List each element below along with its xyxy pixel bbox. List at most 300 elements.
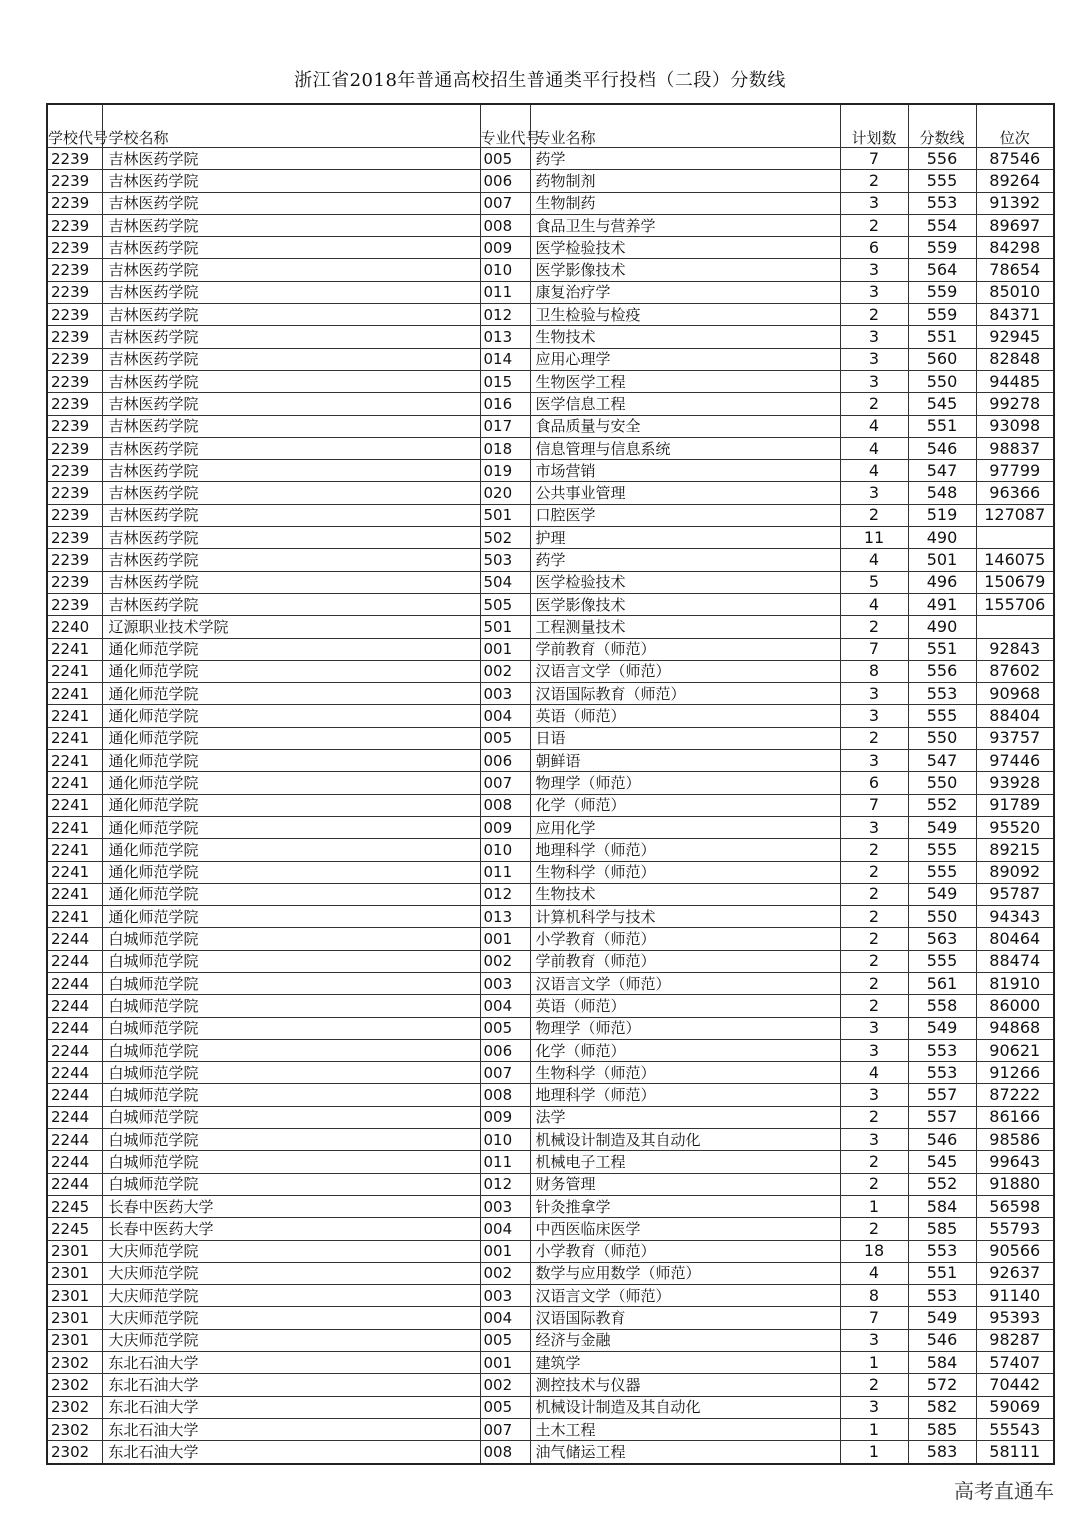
cell-major-name: 生物技术 xyxy=(530,326,840,348)
cell-plan: 3 xyxy=(840,326,908,348)
cell-score: 546 xyxy=(908,1329,976,1351)
cell-major-name: 机械电子工程 xyxy=(530,1151,840,1173)
cell-school-name: 通化师范学院 xyxy=(102,750,480,772)
cell-major-code: 501 xyxy=(480,616,530,638)
cell-plan: 2 xyxy=(840,170,908,192)
cell-rank: 94868 xyxy=(976,1017,1054,1039)
header-school-code: 学校代号 xyxy=(47,104,102,148)
cell-plan: 3 xyxy=(840,259,908,281)
cell-plan: 18 xyxy=(840,1240,908,1262)
cell-rank: 88474 xyxy=(976,950,1054,972)
cell-major-name: 汉语言文学（师范） xyxy=(530,660,840,682)
cell-plan: 3 xyxy=(840,370,908,392)
cell-plan: 7 xyxy=(840,794,908,816)
cell-rank xyxy=(976,616,1054,638)
cell-rank: 90566 xyxy=(976,1240,1054,1262)
cell-major-name: 医学影像技术 xyxy=(530,593,840,615)
cell-major-name: 市场营销 xyxy=(530,460,840,482)
cell-school-name: 吉林医药学院 xyxy=(102,192,480,214)
cell-score: 560 xyxy=(908,348,976,370)
cell-school-code: 2302 xyxy=(47,1352,102,1374)
cell-school-code: 2239 xyxy=(47,148,102,170)
cell-school-code: 2241 xyxy=(47,750,102,772)
table-row xyxy=(47,348,1054,370)
cell-plan: 2 xyxy=(840,861,908,883)
cell-major-code: 010 xyxy=(480,839,530,861)
page-title: 浙江省2018年普通高校招生普通类平行投档（二段）分数线 xyxy=(294,70,786,91)
cell-major-name: 工程测量技术 xyxy=(530,616,840,638)
cell-school-code: 2239 xyxy=(47,348,102,370)
cell-school-code: 2239 xyxy=(47,192,102,214)
table-row xyxy=(47,393,1054,415)
cell-school-code: 2239 xyxy=(47,593,102,615)
cell-major-name: 地理科学（师范） xyxy=(530,1084,840,1106)
cell-rank: 155706 xyxy=(976,593,1054,615)
cell-score: 549 xyxy=(908,816,976,838)
cell-major-name: 物理学（师范） xyxy=(530,772,840,794)
cell-rank: 86166 xyxy=(976,1106,1054,1128)
cell-score: 554 xyxy=(908,214,976,236)
cell-major-name: 机械设计制造及其自动化 xyxy=(530,1396,840,1418)
table-row xyxy=(47,1418,1054,1440)
cell-school-code: 2239 xyxy=(47,482,102,504)
cell-plan: 2 xyxy=(840,1218,908,1240)
cell-plan: 5 xyxy=(840,571,908,593)
cell-score: 551 xyxy=(908,326,976,348)
cell-plan: 4 xyxy=(840,415,908,437)
cell-rank: 84298 xyxy=(976,237,1054,259)
cell-rank: 80464 xyxy=(976,928,1054,950)
cell-school-name: 通化师范学院 xyxy=(102,839,480,861)
cell-school-code: 2302 xyxy=(47,1418,102,1440)
cell-rank: 97799 xyxy=(976,460,1054,482)
cell-school-code: 2239 xyxy=(47,259,102,281)
cell-major-code: 019 xyxy=(480,460,530,482)
table-row xyxy=(47,304,1054,326)
cell-major-name: 康复治疗学 xyxy=(530,281,840,303)
cell-school-code: 2241 xyxy=(47,683,102,705)
cell-school-name: 白城师范学院 xyxy=(102,1173,480,1195)
cell-school-name: 通化师范学院 xyxy=(102,660,480,682)
table-row xyxy=(47,772,1054,794)
cell-major-name: 汉语言文学（师范） xyxy=(530,1285,840,1307)
cell-plan: 8 xyxy=(840,1285,908,1307)
cell-school-name: 吉林医药学院 xyxy=(102,326,480,348)
cell-school-name: 白城师范学院 xyxy=(102,1039,480,1061)
cell-rank: 96366 xyxy=(976,482,1054,504)
cell-major-name: 口腔医学 xyxy=(530,504,840,526)
cell-score: 549 xyxy=(908,883,976,905)
cell-school-name: 吉林医药学院 xyxy=(102,504,480,526)
cell-major-code: 002 xyxy=(480,950,530,972)
cell-school-code: 2239 xyxy=(47,571,102,593)
cell-plan: 7 xyxy=(840,638,908,660)
table-row xyxy=(47,192,1054,214)
cell-rank: 57407 xyxy=(976,1352,1054,1374)
table-row xyxy=(47,1195,1054,1217)
cell-major-name: 土木工程 xyxy=(530,1418,840,1440)
cell-score: 547 xyxy=(908,750,976,772)
cell-school-code: 2241 xyxy=(47,794,102,816)
cell-school-name: 通化师范学院 xyxy=(102,883,480,905)
table-row xyxy=(47,1106,1054,1128)
cell-major-name: 应用化学 xyxy=(530,816,840,838)
cell-plan: 4 xyxy=(840,437,908,459)
cell-rank: 93757 xyxy=(976,727,1054,749)
cell-school-name: 白城师范学院 xyxy=(102,928,480,950)
cell-score: 551 xyxy=(908,638,976,660)
cell-major-name: 护理 xyxy=(530,527,840,549)
table-row xyxy=(47,906,1054,928)
cell-school-code: 2239 xyxy=(47,393,102,415)
cell-plan: 2 xyxy=(840,995,908,1017)
cell-rank: 88404 xyxy=(976,705,1054,727)
cell-plan: 2 xyxy=(840,504,908,526)
cell-plan: 4 xyxy=(840,1062,908,1084)
cell-rank: 90968 xyxy=(976,683,1054,705)
cell-plan: 1 xyxy=(840,1195,908,1217)
cell-major-name: 计算机科学与技术 xyxy=(530,906,840,928)
cell-rank: 97446 xyxy=(976,750,1054,772)
cell-major-code: 003 xyxy=(480,1195,530,1217)
cell-school-name: 东北石油大学 xyxy=(102,1441,480,1464)
cell-school-name: 吉林医药学院 xyxy=(102,482,480,504)
cell-school-code: 2244 xyxy=(47,928,102,950)
cell-school-code: 2240 xyxy=(47,616,102,638)
cell-school-name: 吉林医药学院 xyxy=(102,527,480,549)
cell-school-name: 东北石油大学 xyxy=(102,1418,480,1440)
table-row xyxy=(47,1329,1054,1351)
cell-plan: 2 xyxy=(840,214,908,236)
cell-school-code: 2239 xyxy=(47,326,102,348)
table-row xyxy=(47,727,1054,749)
table-row xyxy=(47,1039,1054,1061)
cell-score: 550 xyxy=(908,906,976,928)
cell-school-name: 吉林医药学院 xyxy=(102,460,480,482)
cell-score: 583 xyxy=(908,1441,976,1464)
cell-score: 546 xyxy=(908,1129,976,1151)
cell-school-name: 吉林医药学院 xyxy=(102,437,480,459)
cell-score: 555 xyxy=(908,950,976,972)
table-row xyxy=(47,482,1054,504)
cell-score: 561 xyxy=(908,972,976,994)
cell-score: 501 xyxy=(908,549,976,571)
cell-plan: 3 xyxy=(840,348,908,370)
cell-school-name: 辽源职业技术学院 xyxy=(102,616,480,638)
cell-score: 582 xyxy=(908,1396,976,1418)
cell-rank: 93928 xyxy=(976,772,1054,794)
cell-major-name: 生物技术 xyxy=(530,883,840,905)
table-header-row xyxy=(47,104,1054,148)
cell-major-code: 013 xyxy=(480,906,530,928)
cell-plan: 3 xyxy=(840,1017,908,1039)
cell-major-code: 007 xyxy=(480,192,530,214)
cell-major-name: 药学 xyxy=(530,148,840,170)
cell-plan: 8 xyxy=(840,660,908,682)
cell-school-name: 吉林医药学院 xyxy=(102,415,480,437)
cell-school-name: 通化师范学院 xyxy=(102,727,480,749)
cell-rank: 92843 xyxy=(976,638,1054,660)
cell-rank: 82848 xyxy=(976,348,1054,370)
cell-rank: 95787 xyxy=(976,883,1054,905)
cell-major-code: 005 xyxy=(480,1329,530,1351)
table-row xyxy=(47,1129,1054,1151)
cell-major-code: 501 xyxy=(480,504,530,526)
score-table xyxy=(46,103,1055,1465)
cell-major-name: 汉语国际教育 xyxy=(530,1307,840,1329)
cell-score: 545 xyxy=(908,1151,976,1173)
cell-school-name: 白城师范学院 xyxy=(102,972,480,994)
cell-score: 564 xyxy=(908,259,976,281)
cell-rank: 70442 xyxy=(976,1374,1054,1396)
cell-school-name: 吉林医药学院 xyxy=(102,237,480,259)
cell-school-code: 2302 xyxy=(47,1441,102,1464)
cell-rank: 55543 xyxy=(976,1418,1054,1440)
cell-rank: 90621 xyxy=(976,1039,1054,1061)
cell-major-name: 中西医临床医学 xyxy=(530,1218,840,1240)
cell-major-name: 小学教育（师范） xyxy=(530,1240,840,1262)
cell-school-name: 东北石油大学 xyxy=(102,1396,480,1418)
cell-rank: 93098 xyxy=(976,415,1054,437)
cell-plan: 3 xyxy=(840,816,908,838)
table-row xyxy=(47,571,1054,593)
cell-score: 555 xyxy=(908,170,976,192)
cell-score: 584 xyxy=(908,1195,976,1217)
cell-school-name: 吉林医药学院 xyxy=(102,148,480,170)
cell-rank: 99643 xyxy=(976,1151,1054,1173)
table-body xyxy=(47,148,1054,1464)
header-major-code: 专业代号 xyxy=(480,104,530,148)
cell-score: 553 xyxy=(908,192,976,214)
cell-school-code: 2239 xyxy=(47,281,102,303)
table-row xyxy=(47,816,1054,838)
cell-school-name: 东北石油大学 xyxy=(102,1374,480,1396)
cell-score: 557 xyxy=(908,1084,976,1106)
cell-major-name: 医学影像技术 xyxy=(530,259,840,281)
table-row xyxy=(47,259,1054,281)
table-row xyxy=(47,1062,1054,1084)
cell-major-name: 测控技术与仪器 xyxy=(530,1374,840,1396)
cell-school-code: 2241 xyxy=(47,660,102,682)
cell-school-code: 2241 xyxy=(47,839,102,861)
cell-rank: 127087 xyxy=(976,504,1054,526)
cell-major-code: 018 xyxy=(480,437,530,459)
cell-major-code: 010 xyxy=(480,1129,530,1151)
cell-major-code: 010 xyxy=(480,259,530,281)
cell-score: 550 xyxy=(908,370,976,392)
cell-score: 553 xyxy=(908,1285,976,1307)
cell-school-name: 通化师范学院 xyxy=(102,683,480,705)
cell-school-name: 大庆师范学院 xyxy=(102,1329,480,1351)
cell-score: 551 xyxy=(908,1262,976,1284)
cell-plan: 2 xyxy=(840,616,908,638)
cell-school-name: 吉林医药学院 xyxy=(102,549,480,571)
table-row xyxy=(47,460,1054,482)
cell-school-code: 2244 xyxy=(47,1062,102,1084)
cell-major-code: 005 xyxy=(480,148,530,170)
cell-school-name: 长春中医药大学 xyxy=(102,1218,480,1240)
cell-major-name: 英语（师范） xyxy=(530,995,840,1017)
cell-plan: 1 xyxy=(840,1418,908,1440)
cell-major-name: 朝鲜语 xyxy=(530,750,840,772)
cell-score: 546 xyxy=(908,437,976,459)
cell-major-code: 002 xyxy=(480,660,530,682)
cell-major-code: 005 xyxy=(480,1017,530,1039)
cell-school-code: 2302 xyxy=(47,1374,102,1396)
cell-major-name: 汉语言文学（师范） xyxy=(530,972,840,994)
cell-score: 585 xyxy=(908,1218,976,1240)
cell-school-code: 2241 xyxy=(47,861,102,883)
cell-plan: 6 xyxy=(840,237,908,259)
cell-major-name: 财务管理 xyxy=(530,1173,840,1195)
cell-rank xyxy=(976,527,1054,549)
cell-school-code: 2239 xyxy=(47,304,102,326)
cell-school-name: 白城师范学院 xyxy=(102,1151,480,1173)
cell-rank: 91140 xyxy=(976,1285,1054,1307)
cell-school-name: 白城师范学院 xyxy=(102,995,480,1017)
cell-major-code: 505 xyxy=(480,593,530,615)
cell-school-code: 2239 xyxy=(47,460,102,482)
cell-major-name: 建筑学 xyxy=(530,1352,840,1374)
cell-rank: 98287 xyxy=(976,1329,1054,1351)
cell-plan: 2 xyxy=(840,972,908,994)
cell-major-code: 003 xyxy=(480,1285,530,1307)
cell-school-code: 2244 xyxy=(47,950,102,972)
cell-rank: 85010 xyxy=(976,281,1054,303)
cell-plan: 4 xyxy=(840,460,908,482)
cell-rank: 87222 xyxy=(976,1084,1054,1106)
table-row xyxy=(47,370,1054,392)
cell-rank: 81910 xyxy=(976,972,1054,994)
cell-school-code: 2301 xyxy=(47,1307,102,1329)
cell-plan: 1 xyxy=(840,1441,908,1464)
cell-plan: 2 xyxy=(840,1106,908,1128)
cell-plan: 11 xyxy=(840,527,908,549)
cell-score: 584 xyxy=(908,1352,976,1374)
cell-school-name: 吉林医药学院 xyxy=(102,304,480,326)
cell-plan: 2 xyxy=(840,883,908,905)
cell-rank: 78654 xyxy=(976,259,1054,281)
cell-school-code: 2241 xyxy=(47,883,102,905)
cell-score: 548 xyxy=(908,482,976,504)
cell-school-name: 吉林医药学院 xyxy=(102,571,480,593)
cell-school-code: 2239 xyxy=(47,214,102,236)
cell-major-name: 生物制药 xyxy=(530,192,840,214)
table-row xyxy=(47,928,1054,950)
table-row xyxy=(47,281,1054,303)
cell-school-name: 长春中医药大学 xyxy=(102,1195,480,1217)
cell-major-name: 公共事业管理 xyxy=(530,482,840,504)
cell-major-code: 006 xyxy=(480,1039,530,1061)
cell-major-name: 药学 xyxy=(530,549,840,571)
cell-school-code: 2244 xyxy=(47,1129,102,1151)
table-row xyxy=(47,1262,1054,1284)
header-school-name: 学校名称 xyxy=(102,104,480,148)
cell-school-name: 白城师范学院 xyxy=(102,1017,480,1039)
cell-plan: 4 xyxy=(840,1262,908,1284)
cell-major-code: 006 xyxy=(480,170,530,192)
cell-major-code: 503 xyxy=(480,549,530,571)
cell-plan: 3 xyxy=(840,1329,908,1351)
cell-school-name: 吉林医药学院 xyxy=(102,259,480,281)
table-row xyxy=(47,214,1054,236)
cell-major-name: 学前教育（师范） xyxy=(530,638,840,660)
cell-plan: 2 xyxy=(840,393,908,415)
cell-rank: 86000 xyxy=(976,995,1054,1017)
cell-school-name: 吉林医药学院 xyxy=(102,593,480,615)
table-row xyxy=(47,504,1054,526)
cell-major-name: 日语 xyxy=(530,727,840,749)
cell-school-name: 白城师范学院 xyxy=(102,1062,480,1084)
cell-score: 553 xyxy=(908,1062,976,1084)
cell-rank: 91392 xyxy=(976,192,1054,214)
cell-school-code: 2239 xyxy=(47,370,102,392)
cell-score: 553 xyxy=(908,683,976,705)
cell-plan: 3 xyxy=(840,750,908,772)
cell-school-name: 白城师范学院 xyxy=(102,1084,480,1106)
cell-plan: 3 xyxy=(840,683,908,705)
table-row xyxy=(47,1173,1054,1195)
cell-major-code: 007 xyxy=(480,1418,530,1440)
cell-score: 496 xyxy=(908,571,976,593)
cell-major-code: 011 xyxy=(480,1151,530,1173)
cell-school-name: 吉林医药学院 xyxy=(102,214,480,236)
cell-school-name: 白城师范学院 xyxy=(102,950,480,972)
table-row xyxy=(47,750,1054,772)
cell-rank: 92637 xyxy=(976,1262,1054,1284)
cell-school-name: 通化师范学院 xyxy=(102,794,480,816)
table-row xyxy=(47,527,1054,549)
cell-rank: 99278 xyxy=(976,393,1054,415)
table-row xyxy=(47,861,1054,883)
cell-major-name: 生物科学（师范） xyxy=(530,861,840,883)
cell-school-code: 2241 xyxy=(47,816,102,838)
cell-school-code: 2301 xyxy=(47,1285,102,1307)
cell-major-code: 009 xyxy=(480,816,530,838)
cell-plan: 3 xyxy=(840,1084,908,1106)
cell-major-code: 001 xyxy=(480,1352,530,1374)
cell-major-name: 英语（师范） xyxy=(530,705,840,727)
cell-school-name: 通化师范学院 xyxy=(102,816,480,838)
cell-score: 549 xyxy=(908,1307,976,1329)
cell-major-name: 物理学（师范） xyxy=(530,1017,840,1039)
cell-score: 556 xyxy=(908,148,976,170)
cell-rank: 91266 xyxy=(976,1062,1054,1084)
table-row xyxy=(47,593,1054,615)
cell-score: 553 xyxy=(908,1240,976,1262)
cell-score: 545 xyxy=(908,393,976,415)
cell-major-code: 004 xyxy=(480,995,530,1017)
cell-plan: 4 xyxy=(840,549,908,571)
cell-school-code: 2245 xyxy=(47,1218,102,1240)
header-major-name: 专业名称 xyxy=(530,104,840,148)
cell-school-code: 2239 xyxy=(47,527,102,549)
cell-school-name: 吉林医药学院 xyxy=(102,370,480,392)
cell-rank: 91789 xyxy=(976,794,1054,816)
cell-rank: 92945 xyxy=(976,326,1054,348)
cell-major-code: 008 xyxy=(480,1084,530,1106)
cell-rank: 95520 xyxy=(976,816,1054,838)
cell-plan: 3 xyxy=(840,192,908,214)
cell-major-name: 生物科学（师范） xyxy=(530,1062,840,1084)
cell-rank: 89092 xyxy=(976,861,1054,883)
cell-major-code: 017 xyxy=(480,415,530,437)
cell-rank: 94485 xyxy=(976,370,1054,392)
cell-major-code: 014 xyxy=(480,348,530,370)
cell-major-name: 食品质量与安全 xyxy=(530,415,840,437)
cell-score: 559 xyxy=(908,281,976,303)
cell-major-name: 油气储运工程 xyxy=(530,1441,840,1464)
